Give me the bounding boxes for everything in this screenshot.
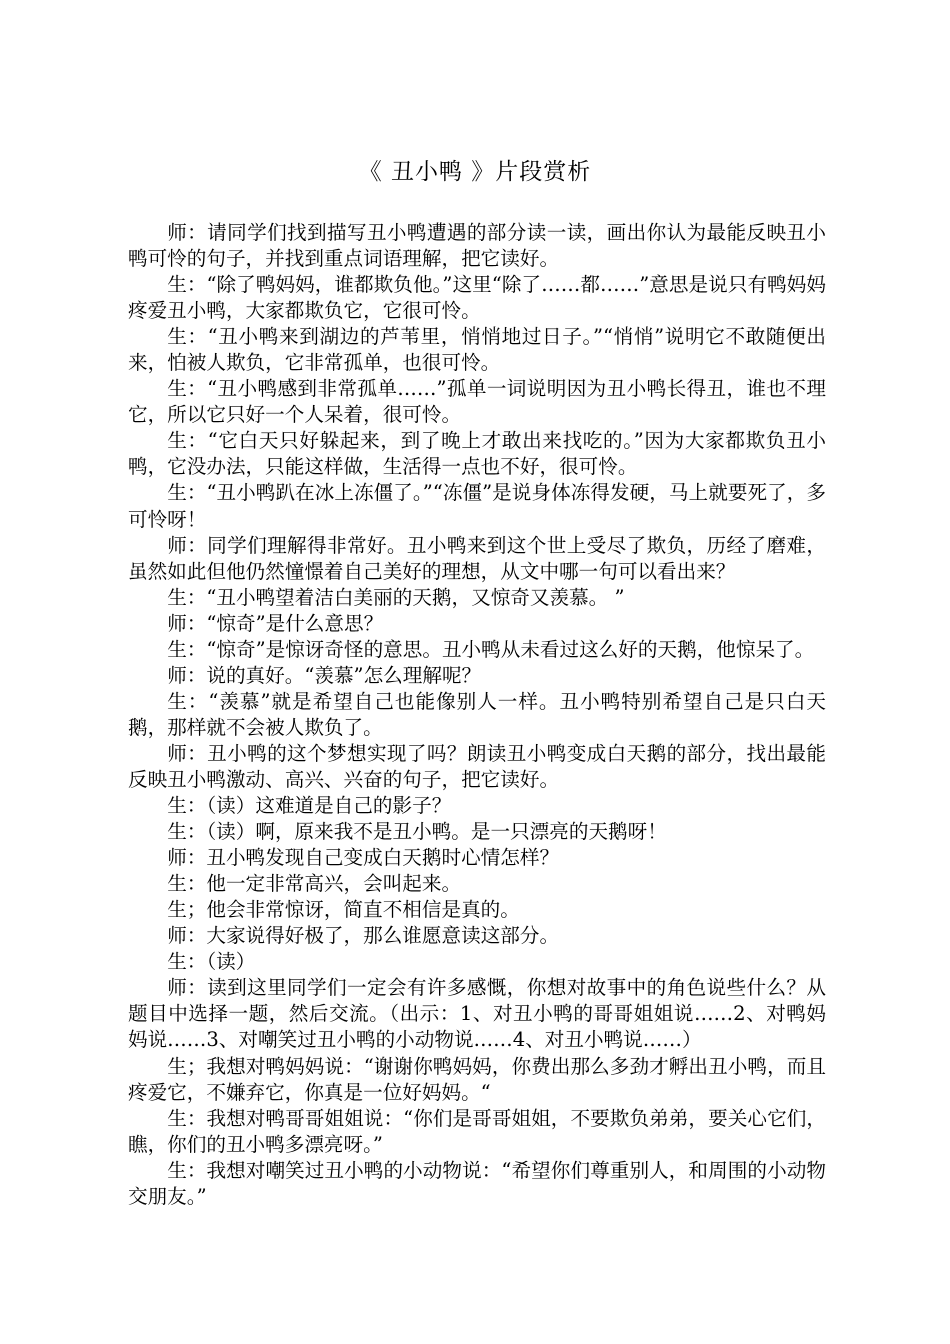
document-title: 《 丑小鸭 》片段赏析 <box>358 159 592 185</box>
paragraph: 生；他会非常惊讶，简直不相信是真的。 <box>167 898 520 922</box>
paragraph: 生：“除了鸭妈妈，谁都欺负他。”这里“除了……都……”意思是说只有鸭妈妈疼爱丑小鸭，大家都欺负它，它很可怜。 <box>128 273 826 323</box>
paragraph: 生：“惊奇”是惊讶奇怪的意思。丑小鸭从未看过这么好的天鹅，他惊呆了。 <box>167 637 815 661</box>
paragraph: 生：“丑小鸭来到湖边的芦苇里，悄悄地过日子。”“悄悄”说明它不敢随便出来，怕被人欺负，它非常孤单，也很可怜。 <box>128 325 826 375</box>
paragraph: 师：读到这里同学们一定会有许多感慨，你想对故事中的角色说些什么？从题目中选择一题，然后交流。（出示：1、对丑小鸭的哥哥姐姐说……2、对鸭妈妈说……3、对嘲笑过丑小鸭的小动物说……4、对丑小鸭说……） <box>128 976 826 1052</box>
paragraph: 生：（读） <box>167 950 256 974</box>
paragraph: 生：“丑小鸭趴在冰上冻僵了。”“冻僵”是说身体冻得发硬，马上就要死了，多可怜呀！ <box>128 481 826 531</box>
document-body <box>128 220 826 1210</box>
paragraph: 生：他一定非常高兴，会叫起来。 <box>167 872 462 896</box>
paragraph: 师：大家说得好极了，那么谁愿意读这部分。 <box>167 924 560 948</box>
paragraph: 师：“惊奇”是什么意思？ <box>167 611 384 635</box>
paragraph: 生；我想对鸭妈妈说：“谢谢你鸭妈妈，你费出那么多劲才孵出丑小鸭，而且疼爱它，不嫌弃它，你真是一位好妈妈。“ <box>128 1054 826 1104</box>
paragraph: 生：（读）这难道是自己的影子？ <box>167 794 452 818</box>
paragraph: 生：“丑小鸭感到非常孤单……”孤单一词说明因为丑小鸭长得丑，谁也不理它，所以它只好一个人呆着，很可怜。 <box>128 377 826 427</box>
paragraph: 生：（读）啊，原来我不是丑小鸭。是一只漂亮的天鹅呀！ <box>167 820 667 844</box>
paragraph: 师：丑小鸭的这个梦想实现了吗？朗读丑小鸭变成白天鹅的部分，找出最能反映丑小鸭激动、高兴、兴奋的句子，把它读好。 <box>128 741 826 791</box>
paragraph: 师：丑小鸭发现自己变成白天鹅时心情怎样？ <box>167 846 560 870</box>
paragraph: 师：请同学们找到描写丑小鸭遭遇的部分读一读，画出你认为最能反映丑小鸭可怜的句子，并找到重点词语理解，把它读好。 <box>128 221 826 271</box>
paragraph: 生：我想对鸭哥哥姐姐说：“你们是哥哥姐姐，不要欺负弟弟，要关心它们，瞧，你们的丑小鸭多漂亮呀。” <box>128 1106 826 1156</box>
paragraph: 师：说的真好。“羡慕”怎么理解呢？ <box>167 663 482 687</box>
paragraph: 生：“丑小鸭望着洁白美丽的天鹅，又惊奇又羡慕。 ” <box>167 585 625 609</box>
paragraph: 生：“羡慕”就是希望自己也能像别人一样。丑小鸭特别希望自己是只白天鹅，那样就不会被人欺负了。 <box>128 689 826 739</box>
paragraph: 生：“它白天只好躲起来，到了晚上才敢出来找吃的。”因为大家都欺负丑小鸭，它没办法，只能这样做，生活得一点也不好，很可怜。 <box>128 429 826 479</box>
paragraph: 生：我想对嘲笑过丑小鸭的小动物说：“希望你们尊重别人，和周围的小动物交朋友。” <box>128 1158 826 1208</box>
paragraph: 师：同学们理解得非常好。丑小鸭来到这个世上受尽了欺负，历经了磨难，虽然如此但他仍然憧憬着自己美好的理想，从文中哪一句可以看出来？ <box>128 533 826 583</box>
